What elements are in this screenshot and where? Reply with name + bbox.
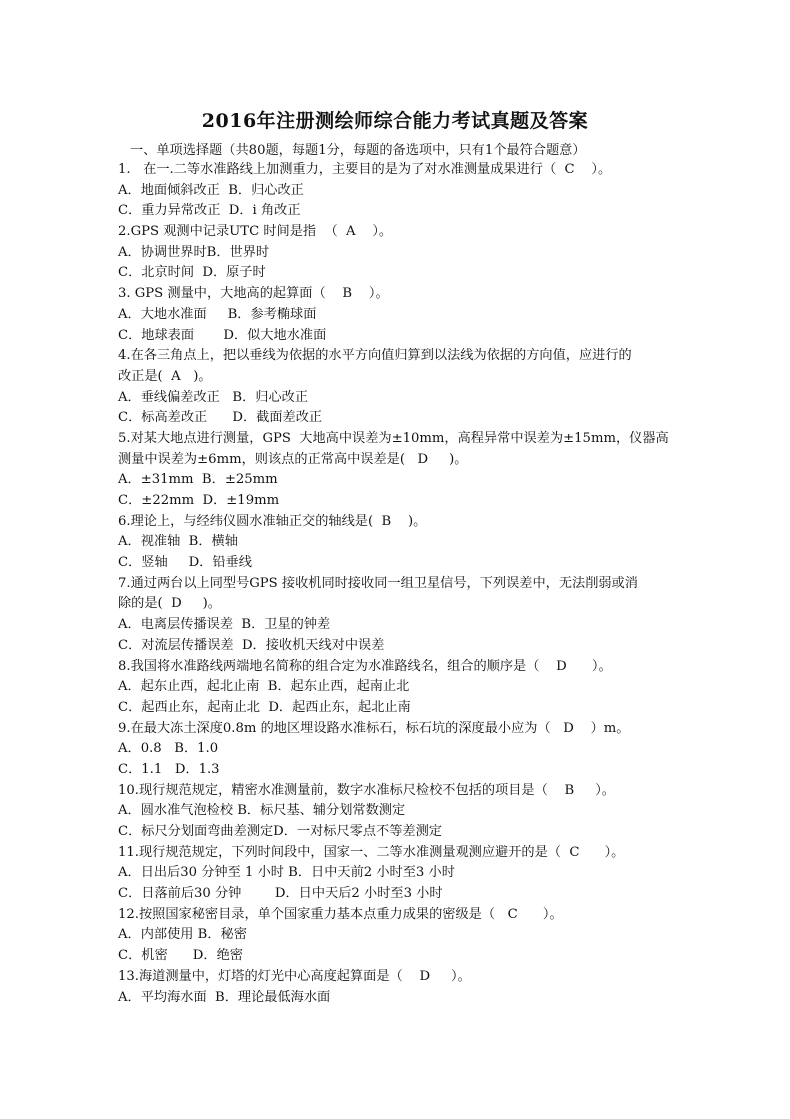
text-line: 8.我国将水准路线两端地名简称的组合定为水准路线名，组合的顺序是（ D ）。: [118, 658, 612, 674]
text-line: 测量中误差为±6mm，则该点的正常高中误差是( D )。: [118, 451, 468, 467]
text-line: C．日落前后30 分钟 D．日中天后2 小时至3 小时: [118, 886, 443, 902]
text-line: A．起东止西，起北止南 B．起东止西，起南止北: [118, 679, 410, 695]
text-line: C．1.1 D．1.3: [118, 761, 220, 777]
text-line: C．重力异常改正 D．i 角改正: [118, 203, 301, 219]
text-line: 改正是( A )。: [118, 368, 212, 384]
section-heading: 一、单项选择题（共80题，每题1分，每题的备选项中，只有1个最符合题意）: [130, 143, 586, 158]
text-line: A．地面倾斜改正 B．归心改正: [118, 182, 304, 198]
text-line: C．竖轴 D．铅垂线: [118, 555, 252, 571]
text-line: A．0.8 B．1.0: [118, 741, 219, 757]
text-line: 13.海道测量中，灯塔的灯光中心高度起算面是（ D ）。: [118, 968, 471, 984]
text-line: C．地球表面 D．似大地水准面: [118, 327, 327, 343]
text-line: A．视准轴 B．横轴: [118, 534, 238, 550]
text-line: 5.对某大地点进行测量，GPS 大地高中误差为±10mm，高程异常中误差为±15mm，仪器高: [118, 430, 669, 446]
text-line: C．标高差改正 D．截面差改正: [118, 410, 323, 426]
text-line: 7.通过两台以上同型号GPS 接收机同时接收同一组卫星信号，下列误差中，无法削弱或消: [118, 575, 638, 591]
text-line: A．垂线偏差改正 B．归心改正: [118, 389, 309, 405]
text-line: A．圆水准气泡检校 B．标尺基、辅分划常数测定: [118, 803, 406, 819]
text-line: 12.按照国家秘密目录，单个国家重力基本点重力成果的密级是（ C ）。: [118, 906, 563, 922]
text-line: 10.现行规范规定，精密水准测量前，数字水准标尺检校不包括的项目是（ B ）。: [118, 782, 615, 798]
text-line: C．对流层传播误差 D．接收机天线对中误差: [118, 637, 385, 653]
text-line: A．内部使用 B．秘密: [118, 927, 247, 943]
text-line: 4.在各三角点上，把以垂线为依据的水平方向值归算到以法线为依据的方向值，应进行的: [118, 348, 632, 364]
text-line: A．日出后30 分钟至 1 小时 B．日中天前2 小时至3 小时: [118, 865, 455, 881]
text-line: 11.现行规范规定，下列时间段中，国家一、二等水准测量观测应避开的是（ C ）。: [118, 844, 625, 860]
text-line: 3. GPS 测量中，大地高的起算面（ B ）。: [118, 286, 389, 302]
text-line: C．机密 D．绝密: [118, 948, 243, 964]
text-line: A．协调世界时B．世界时: [118, 244, 270, 260]
text-line: 除的是( D )。: [118, 596, 221, 612]
text-line: C．起西止东，起南止北 D．起西止东，起北止南: [118, 699, 411, 715]
text-line: C．标尺分划面弯曲差测定D．一对标尺零点不等差测定: [118, 824, 442, 839]
text-line: 2.GPS 观测中记录UTC 时间是指 （ A ）。: [118, 224, 393, 240]
text-line: 1. 在一.二等水准路线上加测重力，主要目的是为了对水准测量成果进行（ C ）。: [118, 162, 612, 177]
text-line: C．北京时间 D．原子时: [118, 265, 266, 281]
text-line: A．电离层传播误差 B．卫星的钟差: [118, 617, 331, 633]
text-line: 6.理论上，与经纬仪圆水准轴正交的轴线是( B )。: [118, 513, 427, 529]
text-line: A．平均海水面 B．理论最低海水面: [118, 989, 331, 1005]
question-list: [118, 160, 678, 1008]
text-line: C．±22mm D．±19mm: [118, 493, 280, 508]
document-title: 2016年注册测绘师综合能力考试真题及答案: [201, 110, 589, 132]
text-line: A．大地水准面 B．参考椭球面: [118, 306, 317, 322]
text-line: 9.在最大冻土深度0.8m 的地区埋设路水准标石，标石坑的深度最小应为（ D ）m。: [118, 720, 630, 736]
text-line: A．±31mm B．±25mm: [118, 472, 278, 488]
